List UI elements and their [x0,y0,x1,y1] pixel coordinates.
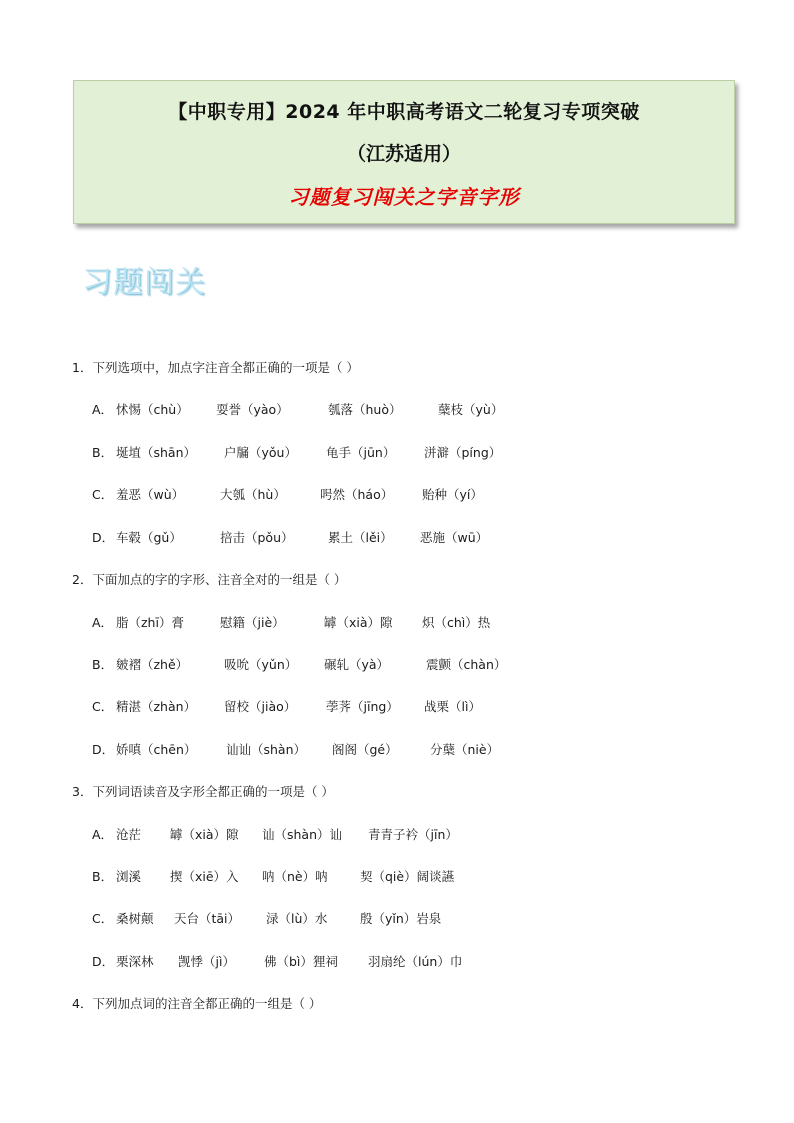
option-item: 炽（chì）热 [422,615,491,630]
option-item: 佛（bì）狸祠 [264,954,338,969]
option-item: 战栗（lì） [424,699,481,714]
option-item: 碾轧（yà） [324,657,390,672]
option-item: 皴褶（zhě） [116,657,189,672]
option-item: 留校（jiào） [224,699,297,714]
question-2-option-b [92,655,507,673]
question-2-option-c [92,697,481,715]
option-item: 讪（shàn）讪 [262,827,343,842]
option-item: 户牖（yǒu） [224,445,297,460]
option-item: 觊悸（jì） [178,954,235,969]
option-item: 渌（lù）水 [266,911,328,926]
option-item: 荸荠（jīng） [326,699,399,714]
option-item: 沧茫 [116,827,142,842]
option-item: 殷（yǐn）岩泉 [360,911,442,926]
option-item: 浏溪 [116,869,142,884]
option-item: 埏埴（shān） [116,445,197,460]
question-3-stem: 3．下列词语读音及字形全都正确的一项是（ ） [72,784,334,799]
option-label: A． [92,827,114,842]
option-item: 羽扇纶（lún）巾 [368,954,463,969]
question-1-stem: 1．下列选项中，加点字注音全都正确的一项是（ ） [72,360,359,375]
title-banner [73,80,735,224]
question-1-option-b [92,443,502,461]
option-item: 分蘖（niè） [430,742,500,757]
option-label: B． [92,869,114,884]
option-item: 天台（tāi） [174,911,241,926]
option-label: B． [92,445,114,460]
option-item: 栗深林 [116,954,154,969]
option-item: 脂（zhī）膏 [116,615,184,630]
option-item: 阁阁（gé） [332,742,398,757]
question-2-option-a [92,613,491,631]
option-item: 瓠落（huò） [328,402,402,417]
option-item: 桑树颠 [116,911,154,926]
option-item: 掊击（pǒu） [220,530,294,545]
option-item: 耍誉（yào） [216,402,289,417]
document-topic: 习题复习闯关之字音字形 [288,185,520,209]
option-item: 恶施（wū） [420,530,489,545]
option-item: 慰籍（jiè） [220,615,285,630]
option-item: 青青子衿（jīn） [368,827,458,842]
question-4-stem: 4．下列加点词的注音全都正确的一组是（ ） [72,996,322,1011]
question-2-stem: 2．下面加点的字的字形、注音全对的一组是（ ） [72,572,347,587]
option-item: 贻种（yí） [422,487,483,502]
option-item: 蘖枝（yù） [438,402,504,417]
option-label: C． [92,911,114,926]
option-item: 吸吮（yǔn） [224,657,298,672]
question-3-option-a [92,825,458,843]
option-item: 呺然（háo） [320,487,394,502]
option-label: A． [92,402,114,417]
option-item: 怵惕（chù） [116,402,189,417]
option-item: 罅（xià）隙 [170,827,239,842]
question-3-option-d [92,952,463,970]
document-subtitle: （江苏适用） [346,143,461,165]
question-1-option-a [92,400,504,418]
option-label: C． [92,487,114,502]
option-item: 龟手（jūn） [326,445,396,460]
option-item: 揳（xiē）入 [170,869,239,884]
option-label: D． [92,530,115,545]
question-1-option-d [92,528,489,546]
option-item: 契（qiè）阔谈讌 [360,869,455,884]
section-heading: 习题闯关 [82,265,206,300]
option-item: 震颤（chàn） [426,657,507,672]
option-label: A． [92,615,114,630]
option-item: 累土（lěi） [328,530,393,545]
option-label: C． [92,699,114,714]
question-3-option-c [92,909,442,927]
option-label: D． [92,742,115,757]
question-1-option-c [92,485,483,503]
document-title: 【中职专用】2024 年中职高考语文二轮复习专项突破 [168,101,640,123]
option-item: 讪讪（shàn） [226,742,307,757]
option-item: 罅（xià）隙 [324,615,393,630]
option-item: 娇嗔（chēn） [116,742,197,757]
option-label: D． [92,954,115,969]
option-item: 羞恶（wù） [116,487,185,502]
option-item: 车毂（gǔ） [116,530,182,545]
question-2-option-d [92,740,500,758]
option-item: 精湛（zhàn） [116,699,197,714]
question-3-option-b [92,867,455,885]
option-item: 呐（nè）呐 [262,869,328,884]
option-label: B． [92,657,114,672]
option-item: 大瓠（hù） [220,487,286,502]
option-item: 洴澼（píng） [424,445,502,460]
